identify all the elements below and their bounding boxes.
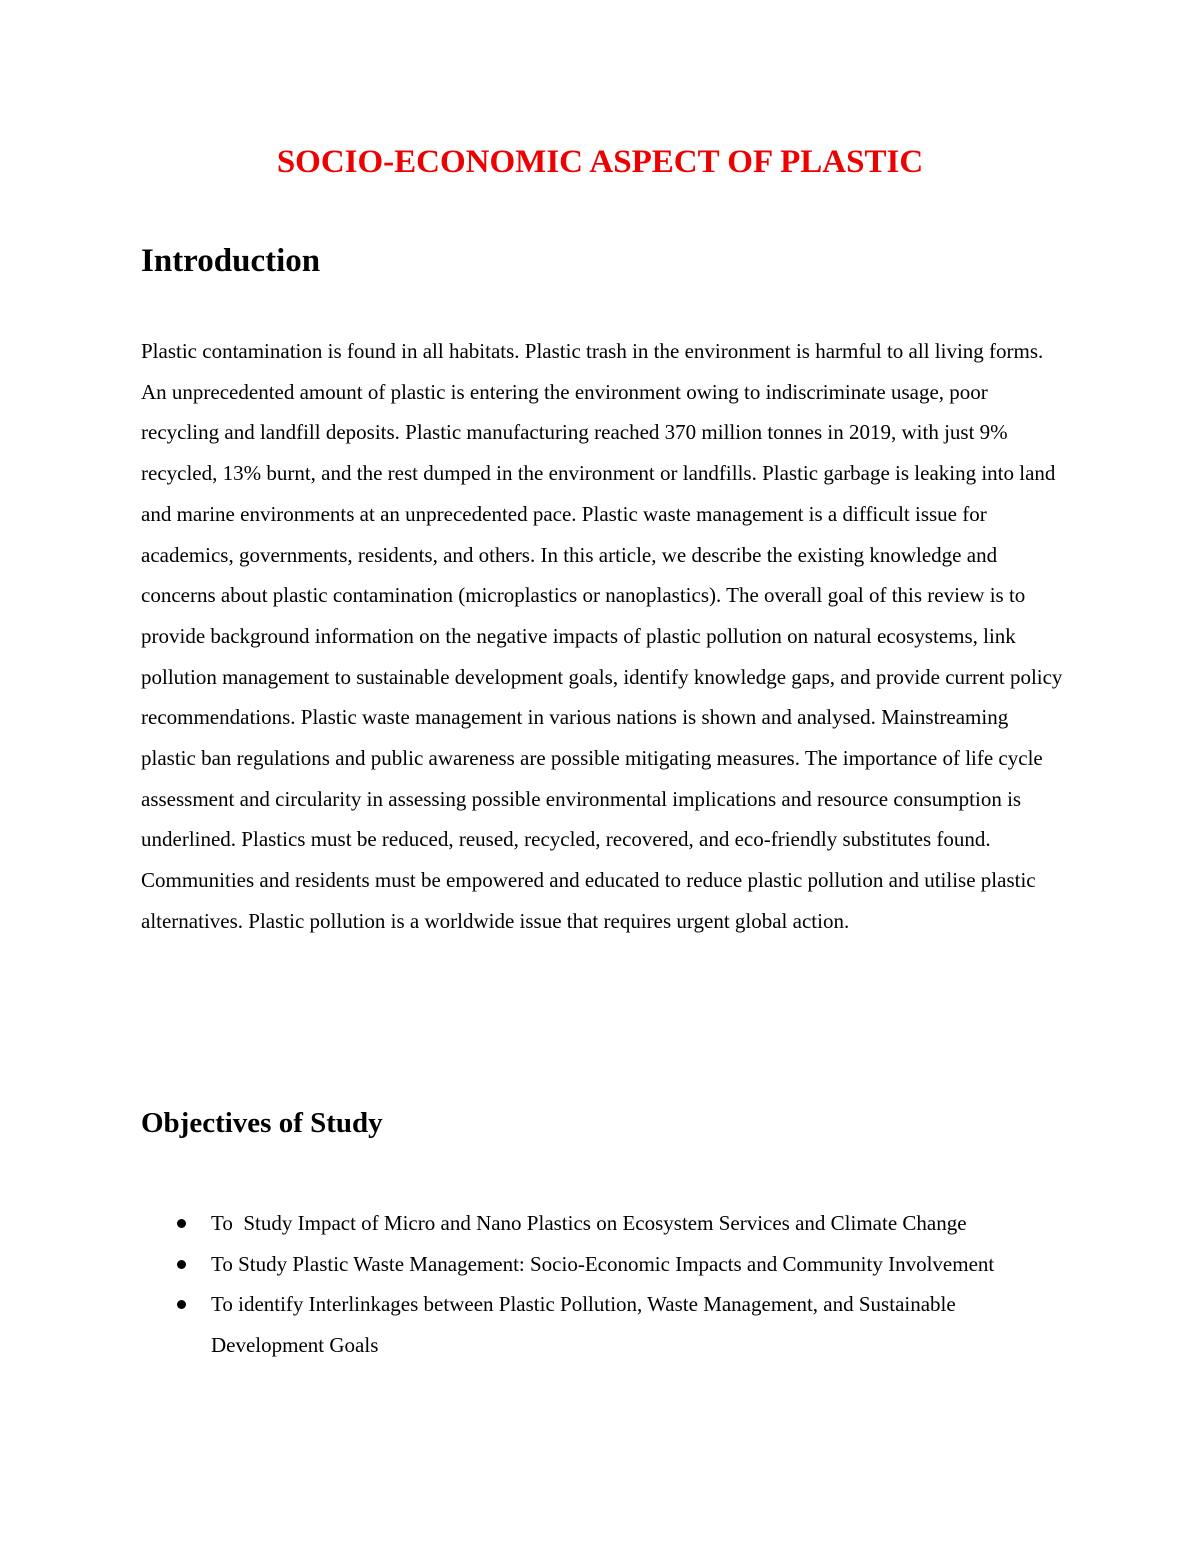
objective-text: To Study Impact of Micro and Nano Plastics on Ecosystem Services and Climate Change: [211, 1211, 967, 1235]
objective-text: To Study Plastic Waste Management: Socio-Economic Impacts and Community Involvement: [211, 1251, 995, 1276]
objective-item: [141, 1244, 1071, 1285]
objectives-list: [141, 1203, 1071, 1366]
objective-item: [141, 1203, 1071, 1244]
objectives-heading: Objectives of Study: [141, 1107, 383, 1139]
objective-text: To identify Interlinkages between Plastic Pollution, Waste Management, and Sustainable Development Goals: [211, 1292, 956, 1358]
introduction-paragraph: Plastic contamination is found in all habitats. Plastic trash in the environment is harmful to all living forms. An unprecedented amount of plastic is entering the environment owing to indiscriminate usage, poor recycling and landfill deposits. Plastic manufacturing reached 370 million tonnes in 2019, with just 9% recycled, 13% burnt, and the rest dumped in the environment or landfills. Plastic garbage is leaking into land and marine environments at an unprecedented pace. Plastic waste management is a difficult issue for academics, governments, residents, and others. In this article, we describe the existing knowledge and concerns about plastic contamination (microplastics or nanoplastics). The overall goal of this review is to provide background information on the negative impacts of plastic pollution on natural ecosystems, link pollution management to sustainable development goals, identify knowledge gaps, and provide current policy recommendations. Plastic waste management in various nations is shown and analysed. Mainstreaming plastic ban regulations and public awareness are possible mitigating measures. The importance of life cycle assessment and circularity in assessing possible environmental implications and resource consumption is underlined. Plastics must be reduced, reused, recycled, recovered, and eco-friendly substitutes found. Communities and residents must be empowered and educated to reduce plastic pollution and utilise plastic alternatives. Plastic pollution is a worldwide issue that requires urgent global action.: [141, 339, 1063, 933]
bullet-icon: [177, 1219, 186, 1228]
document-title: SOCIO-ECONOMIC ASPECT OF PLASTIC: [276, 144, 924, 180]
introduction-heading: Introduction: [141, 243, 321, 279]
bullet-icon: [177, 1260, 186, 1269]
bullet-icon: [177, 1300, 186, 1309]
objective-item: [141, 1284, 1071, 1365]
